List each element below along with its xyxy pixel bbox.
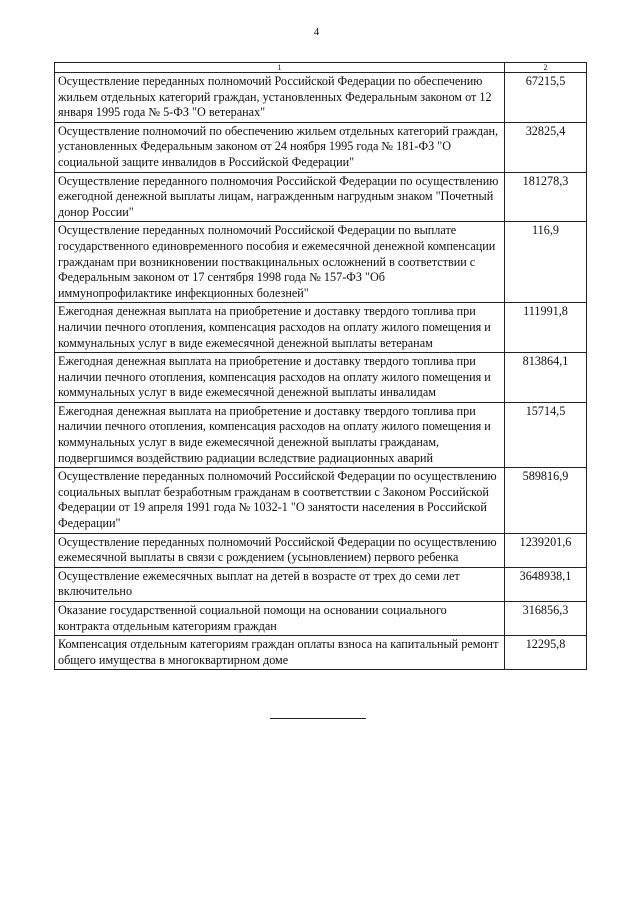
row-description: Осуществление переданных полномочий Российской Федерации по осуществлению социальных выплат безработным гражданам в соответствии с Законом Российской Федерации от 19 апреля 1991 года № 1032-1 "О занятости населения в Российской Федерации" [55,468,505,533]
column-header-description: 1 [55,63,505,73]
table-row [55,468,587,533]
table-row [55,636,587,670]
row-description: Осуществление переданных полномочий Российской Федерации по обеспечению жильем отдельных категорий граждан, установленных Федеральным законом от 12 января 1995 года № 5-ФЗ "О ветеранах" [55,73,505,123]
table-row [55,602,587,636]
table-row [55,222,587,303]
table-row [55,122,587,172]
row-description: Ежегодная денежная выплата на приобретение и доставку твердого топлива при наличии печного отопления, компенсация расходов на оплату жилого помещения и коммунальных услуг в виде ежемесячной денежной выплаты инвалидам [55,353,505,403]
table-row [55,402,587,467]
row-description: Осуществление переданного полномочия Российской Федерации по осуществлению ежегодной денежной выплаты лицам, награжденным нагрудным знаком "Почетный донор России" [55,172,505,222]
row-amount: 1239201,6 [505,533,587,567]
row-description: Ежегодная денежная выплата на приобретение и доставку твердого топлива при наличии печного отопления, компенсация расходов на оплату жилого помещения и коммунальных услуг в виде ежемесячной денежной выплаты ветеранам [55,303,505,353]
row-description: Компенсация отдельным категориям граждан оплаты взноса на капитальный ремонт общего имущества в многоквартирном доме [55,636,505,670]
end-divider-line [270,718,366,719]
table-row [55,303,587,353]
row-amount: 316856,3 [505,602,587,636]
row-amount: 67215,5 [505,73,587,123]
row-description: Осуществление полномочий по обеспечению жильем отдельных категорий граждан, установленных Федеральным законом от 24 ноября 1995 года № 181-ФЗ "О социальной защите инвалидов в Российской Федерации" [55,122,505,172]
row-description: Оказание государственной социальной помощи на основании социального контракта отдельным категориям граждан [55,602,505,636]
row-amount: 589816,9 [505,468,587,533]
row-amount: 116,9 [505,222,587,303]
budget-table [54,62,587,670]
table-row [55,353,587,403]
page-number: 4 [313,26,320,38]
table-row [55,533,587,567]
row-amount: 32825,4 [505,122,587,172]
table-row [55,567,587,601]
row-amount: 813864,1 [505,353,587,403]
table-header-row [55,63,587,73]
row-description: Осуществление переданных полномочий Российской Федерации по осуществлению ежемесячной выплаты в связи с рождением (усыновлением) первого ребенка [55,533,505,567]
row-amount: 15714,5 [505,402,587,467]
row-amount: 111991,8 [505,303,587,353]
table-row [55,172,587,222]
row-description: Осуществление переданных полномочий Российской Федерации по выплате государственного единовременного пособия и ежемесячной денежной компенсации гражданам при возникновении поствакцинальных осложнений в соответствии с Федеральным законом от 17 сентября 1998 года № 157-ФЗ "Об иммунопрофилактике инфекционных болезней" [55,222,505,303]
row-amount: 3648938,1 [505,567,587,601]
row-description: Ежегодная денежная выплата на приобретение и доставку твердого топлива при наличии печного отопления, компенсация расходов на оплату жилого помещения и коммунальных услуг в виде ежемесячной денежной выплаты гражданам, подвергшимся воздействию радиации вследствие радиационных аварий [55,402,505,467]
column-header-amount: 2 [505,63,587,73]
row-description: Осуществление ежемесячных выплат на детей в возрасте от трех до семи лет включительно [55,567,505,601]
row-amount: 12295,8 [505,636,587,670]
table-row [55,73,587,123]
row-amount: 181278,3 [505,172,587,222]
